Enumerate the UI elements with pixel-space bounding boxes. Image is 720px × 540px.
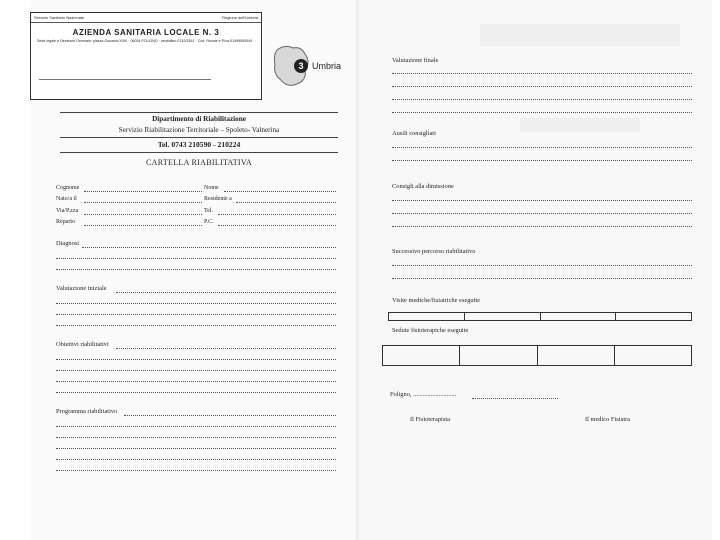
service-name: Servizio Riabilitazione Territoriale – Spoleto- Valnerina [118,126,280,134]
national-service-label: Servizio Sanitario Nazionale [34,15,85,20]
section-next-path-label: Successivo percorso riabilitativo [392,248,476,255]
date-line[interactable] [472,398,558,399]
next-path-line[interactable] [392,265,692,266]
logo-text: Umbria [312,61,342,71]
bleed-through-shadow [480,24,680,46]
agency-address: Sede legale e Direzione Generale: piazza Giovanni XXIII · 06034 FOLIGNO · centralino 0742/3391 · Cod. Fiscale e P.iva 01499590549 [37,39,253,43]
next-path-line[interactable] [392,278,692,279]
logo-number: 3 [298,61,304,71]
section-initial-eval-label: Valutazione iniziale [56,285,107,292]
document-title: CARTELLA RIABILITATIVA [146,158,252,167]
department-name: Dipartimento di Riabilitazione [152,115,246,123]
section-aids-label: Ausili consigliati [392,130,436,137]
dept-rule-top [60,112,338,113]
field-residence-label: Residente a [204,196,232,202]
objectives-line[interactable] [56,370,336,371]
right-page [362,0,712,540]
physio-signature-label: Il Fisioterapista [410,416,450,423]
diagnosis-line[interactable] [82,247,336,248]
doctor-signature-label: Il medico Fisiatra [585,416,631,423]
initial-eval-line[interactable] [116,292,336,293]
program-line[interactable] [124,415,336,416]
place-date: Foligno, ........................... [390,391,457,398]
field-ward-label: Reparto [56,219,75,225]
objectives-line[interactable] [56,359,336,360]
diagnosis-line[interactable] [56,258,336,259]
final-eval-line[interactable] [392,99,692,100]
field-pc-line[interactable] [218,225,336,226]
visits-label: Visite mediche/fisiatriche eseguite [392,297,480,304]
discharge-line[interactable] [392,200,692,201]
program-line[interactable] [56,437,336,438]
department-phone: Tel. 0743 210590 - 210224 [157,140,241,149]
sessions-cell[interactable] [538,346,615,365]
section-objectives-label: Obiettivi riabilitativi [56,341,109,348]
aids-line[interactable] [392,147,692,148]
section-program-label: Programma riabilitativo [56,408,118,415]
program-line[interactable] [56,459,336,460]
program-line[interactable] [56,448,336,449]
field-residence-line[interactable] [236,202,336,203]
sessions-table[interactable] [382,345,692,366]
region-label: Regione dell'Umbria [222,15,258,20]
field-surname-label: Cognome [56,185,80,191]
final-eval-line[interactable] [392,86,692,87]
aids-line[interactable] [392,160,692,161]
initial-eval-line[interactable] [56,314,336,315]
sessions-cell[interactable] [615,346,691,365]
dept-rule-bottom [60,152,338,153]
program-line[interactable] [56,426,336,427]
field-ward-line[interactable] [84,225,202,226]
field-birth-label: Nato/a il [56,196,77,202]
visits-cell[interactable] [616,313,691,320]
field-phone-line[interactable] [218,214,336,215]
field-surname-line[interactable] [84,191,202,192]
visits-cell[interactable] [465,313,541,320]
final-eval-line[interactable] [392,112,692,113]
sessions-cell[interactable] [383,346,460,365]
agency-title: AZIENDA SANITARIA LOCALE N. 3 [72,28,220,37]
field-name-line[interactable] [224,191,336,192]
section-final-eval-label: Valutazione finale [392,57,439,64]
field-name-label: Nome [204,185,219,191]
objectives-line[interactable] [56,381,336,382]
field-birth-line[interactable] [84,202,202,203]
sessions-cell[interactable] [460,346,537,365]
sessions-label: Sedute fisioterapiche eseguite [392,327,469,334]
discharge-line[interactable] [392,226,692,227]
visits-cell[interactable] [541,313,617,320]
visits-cell[interactable] [389,313,465,320]
objectives-line[interactable] [116,348,336,349]
final-eval-line[interactable] [392,73,692,74]
section-discharge-label: Consigli alla dimissione [392,183,454,190]
field-phone-label: Tel. [204,208,214,214]
department-block [60,114,338,136]
program-line[interactable] [56,470,336,471]
visits-table[interactable] [388,312,692,321]
letterhead-top-row [31,13,261,23]
section-diagnosis-label: Diagnosi [56,240,80,247]
letterhead-line [39,79,211,80]
field-street-line[interactable] [84,214,202,215]
objectives-line[interactable] [56,392,336,393]
initial-eval-line[interactable] [56,303,336,304]
discharge-line[interactable] [392,213,692,214]
dept-rule-mid [60,137,338,138]
bleed-through-shadow [520,118,640,132]
letterhead-box [30,12,262,100]
diagnosis-line[interactable] [56,269,336,270]
initial-eval-line[interactable] [56,325,336,326]
field-street-label: Via/P.zza [56,208,79,214]
field-pc-label: P.C. [204,219,214,225]
